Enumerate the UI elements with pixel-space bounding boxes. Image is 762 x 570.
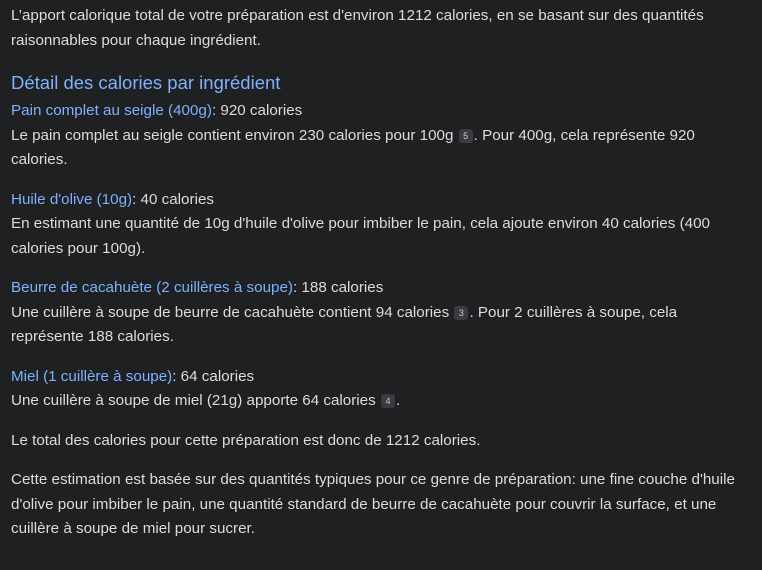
section-heading: Détail des calories par ingrédient	[11, 72, 281, 93]
ingredient-title: Beurre de cacahuète (2 cuillères à soupe)	[11, 279, 293, 296]
ingredient-heading	[11, 276, 752, 301]
citation-badge[interactable]: 5	[459, 129, 473, 143]
ingredient-heading	[11, 188, 752, 213]
ingredient-heading	[11, 365, 752, 390]
description-text: Le pain complet au seigle contient environ 230 calories pour 100g	[11, 126, 454, 144]
total-paragraph: Le total des calories pour cette préparation est donc de 1212 calories.	[11, 431, 481, 449]
description-text-continued: . Pour 400g, cela représente 920 calories.	[11, 126, 695, 168]
ingredient-item-peanut-butter	[11, 276, 752, 350]
description-text: Une cuillère à soupe de miel (21g) apporte 64 calories	[11, 392, 376, 409]
ingredient-heading	[11, 99, 752, 124]
description-text-continued: .	[395, 392, 401, 409]
ingredient-description	[11, 301, 752, 350]
estimate-note: Cette estimation est basée sur des quantités typiques pour ce genre de préparation: une fine couche d'huile d'olive pour imbiber le pain, une quantité standard de beurre de cacahuète pour couvrir la surface, et une cuillère à soupe de miel pour sucrer.	[11, 471, 735, 537]
citation-badge[interactable]: 4	[381, 394, 395, 408]
ingredient-calories: : 64 calories	[172, 367, 255, 385]
ingredient-title: Pain complet au seigle (400g)	[11, 102, 212, 119]
description-text: En estimant une quantité de 10g d'huile d'olive pour imbiber le pain, cela ajoute environ 40 calories (400 calories pour 100g).	[11, 215, 710, 257]
ingredient-item-olive-oil	[11, 188, 752, 262]
ingredient-calories: : 188 calories	[292, 279, 384, 296]
intro-paragraph: L’apport calorique total de votre préparation est d'environ 1212 calories, en se basant sur des quantités raisonnables pour chaque ingrédient.	[11, 7, 704, 49]
ingredient-description	[11, 389, 752, 414]
ingredient-calories: : 920 calories	[211, 102, 303, 119]
ingredient-title: Miel (1 cuillère à soupe)	[11, 367, 173, 385]
ingredient-item-bread	[11, 99, 752, 173]
ingredient-calories: : 40 calories	[132, 190, 214, 208]
ingredient-description	[11, 212, 752, 261]
description-text-continued: . Pour 2 cuillères à soupe, cela représente 188 calories.	[11, 303, 678, 345]
ingredient-title: Huile d'olive (10g)	[11, 190, 133, 208]
citation-badge[interactable]: 3	[454, 306, 468, 320]
ingredient-item-honey	[11, 365, 752, 414]
ingredient-description	[11, 124, 752, 173]
description-text: Une cuillère à soupe de beurre de cacahuète contient 94 calories	[11, 303, 450, 321]
